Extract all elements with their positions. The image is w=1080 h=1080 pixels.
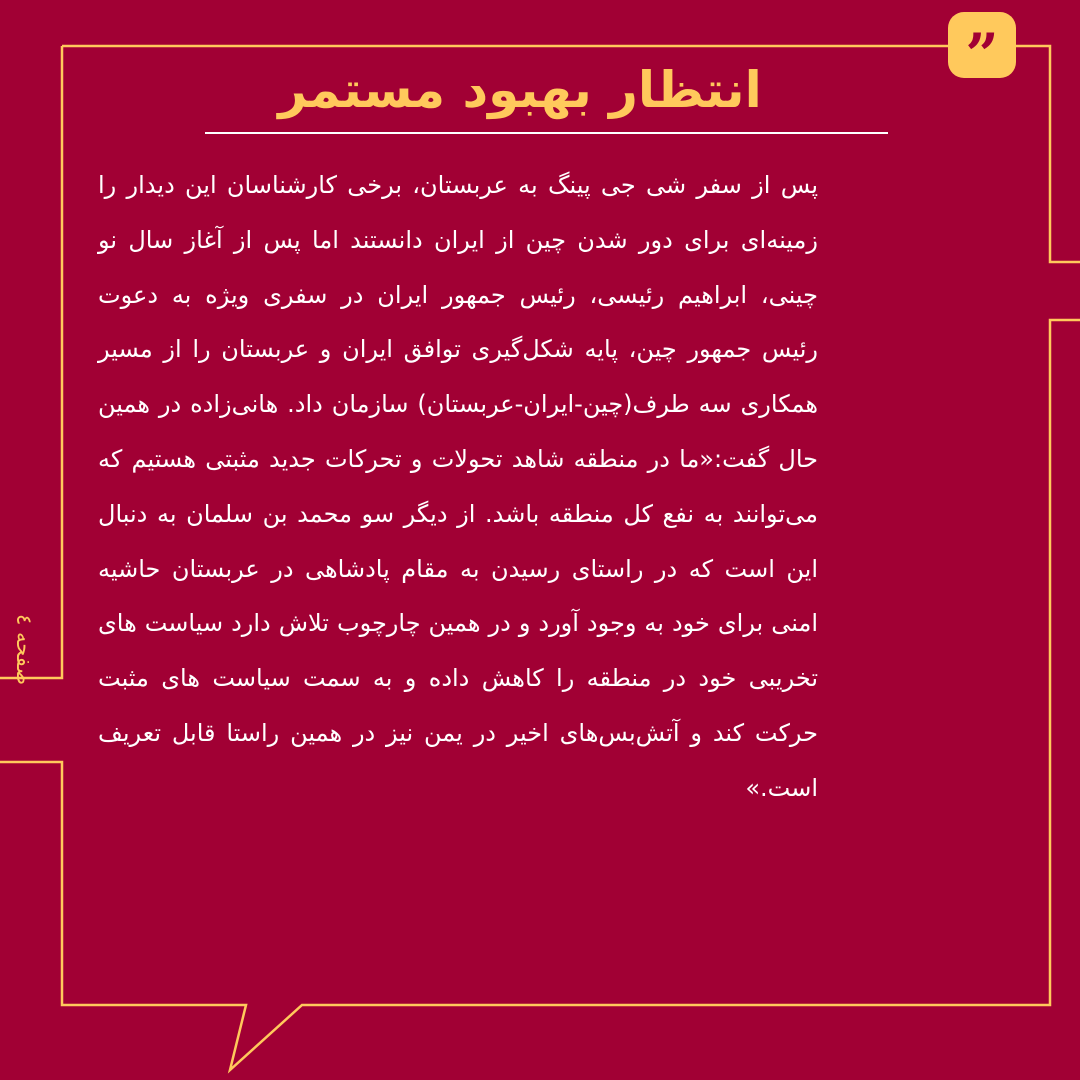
article-body: پس از سفر شی جی پینگ به عربستان، برخی کارشناسان این دیدار را زمینه‌ای برای دور شدن چین از ایران دانستند اما پس از آغاز سال نو چینی، ابراهیم رئیسی، رئیس جمهور ایران در سفری ویژه به دعوت رئیس جمهور چین، پایه شکل‌گیری توافق ایران و عربستان را از مسیر همکاری سه طرف(چین-ایران-عربستان) سازمان داد. هانی‌زاده در همین حال گفت:«ما در منطقه شاهد تحولات و تحرکات جدید مثبتی هستیم که می‌توانند به نفع کل منطقه باشد. از دیگر سو محمد بن سلمان به دنبال این است که در راستای رسیدن به مقام پادشاهی در عربستان حاشیه امنی برای خود به وجود آورد و در همین چارچوب تلاش دارد سیاست های تخریبی خود در منطقه را کاهش داده و به سمت سیاست های مثبت حرکت کند و آتش‌بس‌های اخیر در یمن نیز در همین راستا قابل تعریف است.» xyxy=(98,171,818,802)
page-title: انتظار بهبود مستمر xyxy=(278,61,762,119)
quote-icon xyxy=(948,12,1016,89)
quote-glyph: ” xyxy=(965,21,999,89)
title-divider xyxy=(205,132,888,134)
page-number-label: صفحه ٤ xyxy=(12,614,36,686)
